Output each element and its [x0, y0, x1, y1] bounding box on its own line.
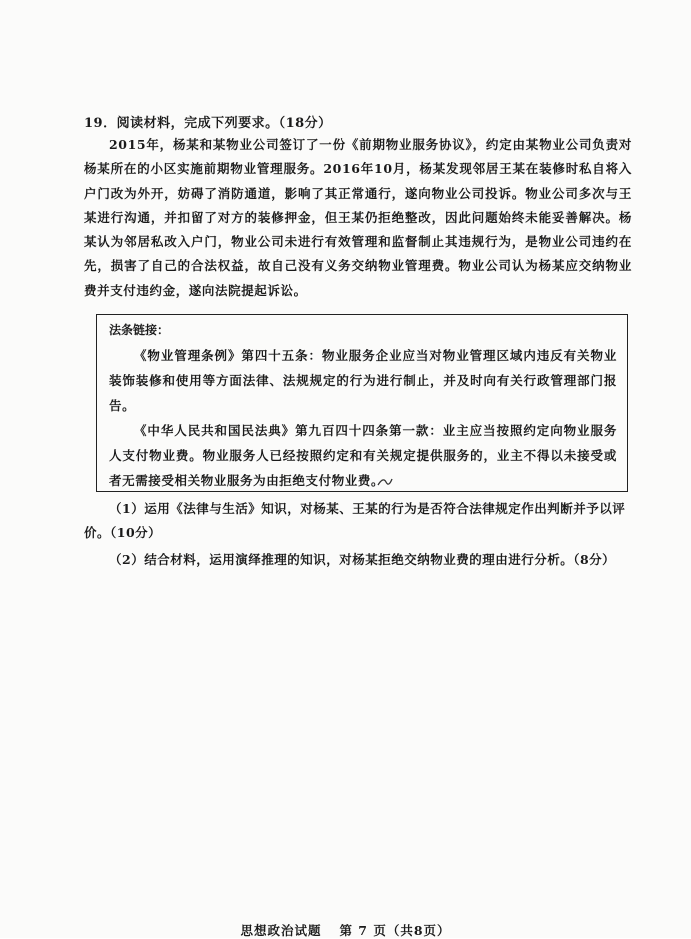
footer-subject: 思想政治试题	[240, 923, 322, 938]
pen-mark-icon	[376, 474, 394, 488]
footer-page-number: 第 7 页（共8页）	[339, 923, 451, 938]
law-article-property-regulation: 《物业管理条例》第四十五条：物业服务企业应当对物业管理区域内违反有关物业装饰装修和使用等方面法律、法规规定的行为进行制止，并及时向有关行政管理部门报告。	[109, 348, 617, 413]
material-paragraph: 2015年，杨某和某物业公司签订了一份《前期物业服务协议》，约定由某物业公司负责对杨某所在的小区实施前期物业管理服务。2016年10月，杨某发现邻居王某在装修时私自将入户门改为外开，妨碍了消防通道，影响了其正常通行，遂向物业公司投诉。物业公司多次与王某进行沟通，并扣留了对方的装修押金，但王某仍拒绝整改，因此问题始终未能妥善解决。杨某认为邻居私改入户门，物业公司未进行有效管理和监督制止其违规行为，是物业公司违约在先，损害了自己的合法权益，故自己没有义务交纳物业管理费。物业公司认为杨某应交纳物业费并支付违约金，遂向法院提起诉讼。	[84, 137, 632, 298]
page-footer	[0, 921, 691, 939]
sub-question-2: （2）结合材料，运用演绎推理的知识，对杨某拒绝交纳物业费的理由进行分析。（8分）	[109, 552, 616, 567]
sub-question-1: （1）运用《法律与生活》知识，对杨某、王某的行为是否符合法律规定作出判断并予以评价。（10分）	[84, 501, 626, 540]
sub-questions	[84, 497, 632, 572]
law-article-civil-code: 《中华人民共和国民法典》第九百四十四条第一款：业主应当按照约定向物业服务人支付物业费。物业服务人已经按照约定和有关规定提供服务的，业主不得以未接受或者无需接受相关物业服务为由拒绝支付物业费。	[109, 423, 617, 488]
question-header: 19．阅读材料，完成下列要求。（18分）	[84, 116, 332, 131]
law-box-title: 法条链接：	[109, 323, 170, 337]
question-material	[84, 133, 632, 303]
law-link-box	[96, 314, 628, 492]
